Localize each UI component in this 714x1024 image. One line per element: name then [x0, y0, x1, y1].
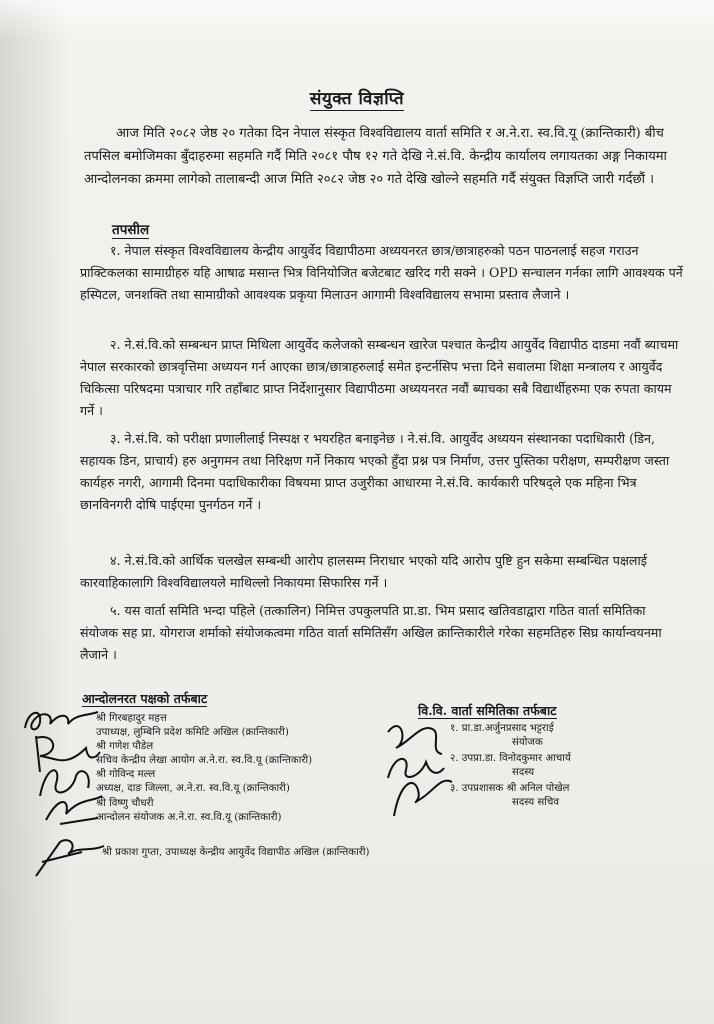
left-signer-4 — [96, 797, 281, 825]
intro-paragraph: आज मिति २०८२ जेष्ठ २० गतेका दिन नेपाल संस्कृत विश्वविद्यालय वार्ता समिति र अ.ने.रा. स्व.वि.यू (क्रान्तिकारी) बीच तपसिल बमोजिमका बुँदाहरुमा सहमति गर्दै मिति २०८१ पौष १२ गते देखि ने.सं.वि. केन्द्रीय कार्यालय लगायतका अङ्ग निकायमा आन्दोलनका क्रममा लागेको तालाबन्दी आज मिति २०८२ जेष्ठ २० गते देखि खोल्ने सहमति गर्दै संयुक्त विज्ञप्ति जारी गर्दछौं । — [84, 126, 667, 187]
right-signatory-heading-text: वि.वि. वार्ता समितिका तर्फबाट — [418, 703, 557, 718]
left-signer-1-designation: उपाध्यक्ष, लुम्बिनि प्रदेश कमिटि अखिल (क्रान्तिकारी) — [96, 727, 289, 738]
right-signer-2 — [450, 752, 571, 780]
left-signer-5 — [102, 846, 370, 860]
document-title-text: संयुक्त विज्ञप्ति — [309, 89, 405, 109]
document-title — [0, 86, 714, 109]
left-signer-2-designation: सचिव केन्द्रीय लेखा आयोग अ.ने.रा. स्व.वि.यू (क्रान्तिकारी) — [96, 755, 313, 766]
point-3: ३. ने.सं.वि. को परीक्षा प्रणालीलाई निस्पक्ष र भयरहित बनाइनेछ । ने.सं.वि. आयुर्वेद अध्ययन संस्थानका पदाधिकारी (डिन, सहायक डिन, प्राचार्य) हरु अनुगमन तथा निरिक्षण गर्ने निकाय भएको हुँदा प्रश्न पत्र निर्माण, उत्तर पुस्तिका परीक्षण, सम्परीक्षण जस्ता कार्यहरु नगरी, आगामी दिनमा पदाधिकारीका विषयमा प्राप्त उजुरीका आधारमा ने.सं.वि. कार्यकारी परिषद्ले एक महिना भित्र छानविनगरी दोषि पाईएमा पुनर्गठन गर्ने । — [80, 431, 670, 512]
point-4: ४. ने.सं.वि.को आर्थिक चलखेल सम्बन्धी आरोप हालसम्म निराधार भएको यदि आरोप पुष्टि हुन सकेमा सम्बन्धित पक्षलाई कारवाहिकालागि विश्वविद्यालयले माथिल्लो निकायमा सिफारिस गर्ने । — [80, 553, 647, 590]
right-signer-1-designation: संयोजक — [512, 737, 543, 748]
left-signer-2 — [96, 740, 312, 768]
point-5: ५. यस वार्ता समिति भन्दा पहिले (तत्कालिन) निमित्त उपकुलपति प्रा.डा. भिम प्रसाद खतिवडाद्वारा गठित वार्ता समितिका संयोजक सह प्रा. योगराज शर्माको संयोजकत्वमा गठित वार्ता समितिसँग अखिल क्रान्तिकारीले गरेका सहमतिहरु सिघ्र कार्यान्वयनमा लैजाने । — [80, 603, 662, 662]
right-signer-3-name: ३. उपप्रशासक श्री अनिल पोखेल — [450, 783, 570, 794]
signature-mark-5 — [30, 832, 110, 882]
left-signer-5-name: श्री प्रकाश गुप्ता, उपाध्यक्ष केन्द्रीय आयुर्वेद विद्यापीठ अखिल (क्रान्तिकारी) — [102, 847, 370, 858]
paper-highlight-top — [0, 0, 714, 40]
left-signer-3-name: श्री गोविन्द मल्ल — [96, 769, 156, 780]
left-signer-1-name: श्री गिरबहादुर महत्त — [96, 713, 167, 724]
right-signer-3-designation: सदस्य सचिव — [512, 797, 560, 808]
left-signer-1 — [96, 712, 289, 740]
right-signer-2-name: २. उपप्रा.डा. विनोदकुमार आचार्य — [450, 753, 571, 764]
point-2: २. ने.सं.वि.को सम्बन्धन प्राप्त मिथिला आयुर्वेद कलेजको सम्बन्धन खारेज पश्चात केन्द्रीय आयुर्वेद विद्यापीठ दाडमा नवौं ब्याचमा नेपाल सरकारको छात्रवृत्तिमा अध्ययन गर्न आएका छात्र/छात्राहरुलाई समेत इन्टर्नसिप भत्ता दिने सवालमा शिक्षा मन्त्रालय र आयुर्वेद चिकित्सा परिषदमा पत्राचार गरि तहाँबाट प्राप्त निर्देशानुसार विद्यापीठमा अध्ययनरत नवौं ब्याचका सबै विद्यार्थीहरुमा एक रुपता कायम गर्ने । — [80, 337, 679, 418]
left-signer-4-designation: आन्दोलन संयोजक अ.ने.रा. स्व.वि.यू (क्रान्तिकारी) — [96, 812, 282, 823]
list-heading-text: तपसील — [112, 222, 150, 238]
left-signer-3-designation: अध्यक्ष, दाङ जिल्ला, अ.ने.रा. स्व.वि.यू (क्रान्तिकारी) — [96, 783, 290, 794]
right-signer-3 — [450, 782, 569, 810]
point-1: १. नेपाल संस्कृत विश्वविद्यालय केन्द्रीय आयुर्वेद विद्यापीठमा अध्ययनरत छात्र/छात्राहरुको पठन पाठनलाई सहज गराउन प्राक्टिकलका सामाग्रीहरु यहि आषाढ मसान्त भित्र विनियोजित बजेटबाट खरिद गरी सक्ने । OPD सन्चालन गर्नका लागि आवश्यक पर्ने हस्पिटल, जनशक्ति तथा सामाग्रीको आवश्यक प्रकृया मिलाउन आगामी विश्वविद्यालय सभामा प्रस्ताव लैजाने । — [80, 243, 683, 302]
left-signatory-heading-text: आन्दोलनरत पक्षको तर्फबाट — [82, 691, 208, 706]
left-signer-4-name: श्री विष्णु चौधरी — [96, 798, 154, 809]
list-heading — [112, 220, 149, 238]
right-signer-1 — [450, 722, 554, 750]
signature-mark-8 — [388, 772, 458, 822]
left-signer-2-name: श्री गणेश पौडेल — [96, 741, 154, 752]
right-signer-1-name: १. प्रा.डा.अर्जुनप्रसाद भट्टराई — [450, 723, 554, 734]
right-signer-2-designation: सदस्य — [512, 767, 535, 778]
left-signer-3 — [96, 768, 290, 796]
